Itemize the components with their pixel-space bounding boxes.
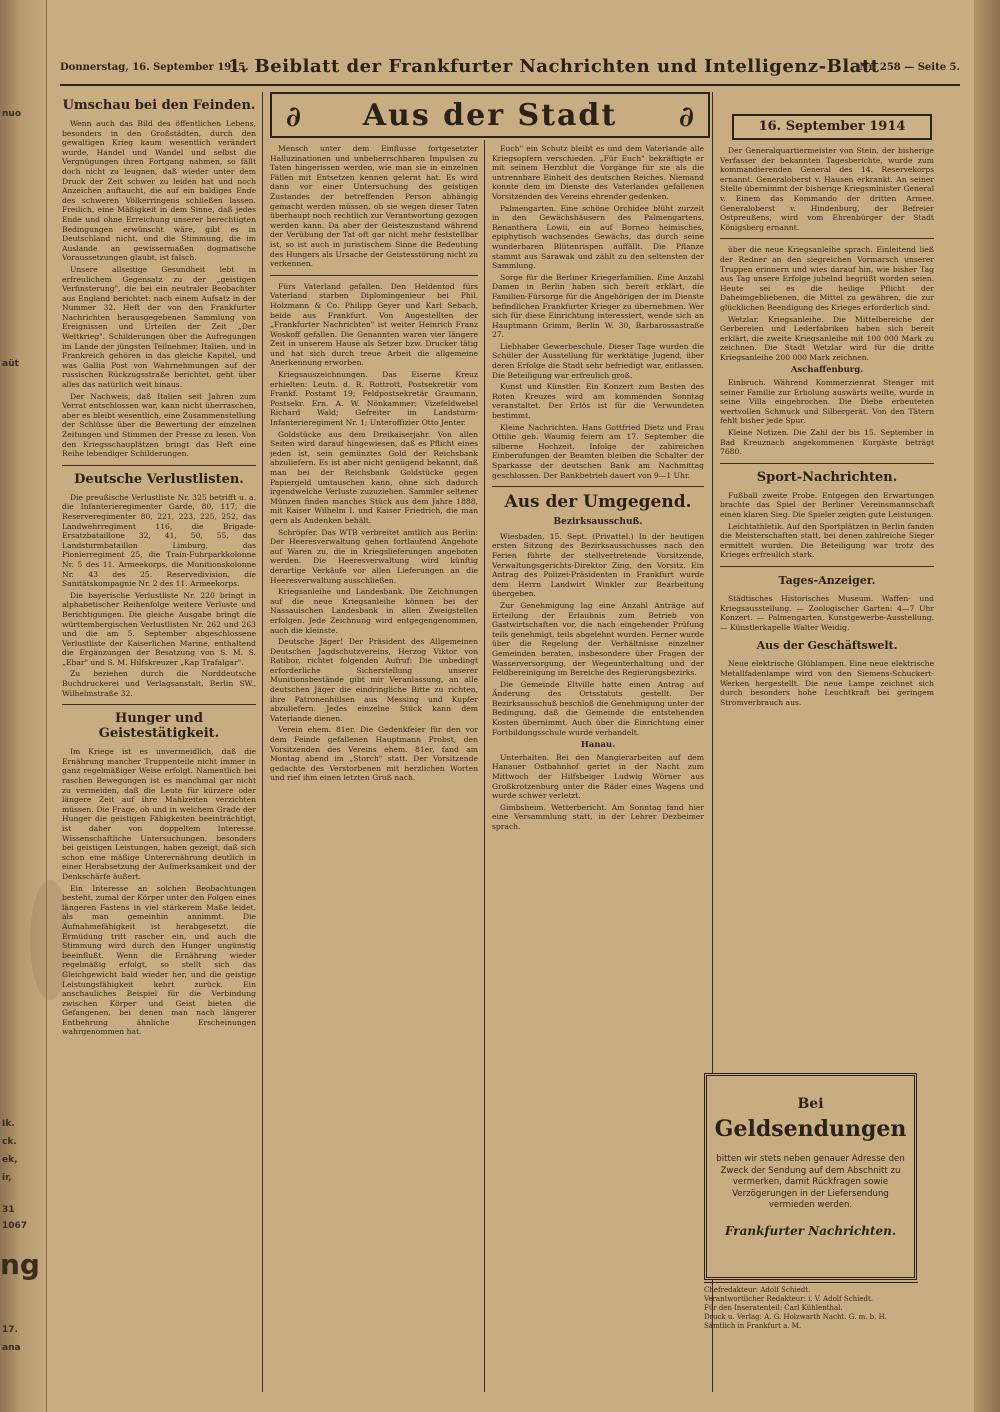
binding-fragment: nuo — [2, 109, 21, 119]
article-paragraph: Neue elektrische Glühlampen. Eine neue elektrische Metallfadenlampe wird von den Siemens-Schuckert-Werken hergestellt. Die neue Lampe zeichnet sich durch besonders hohe Leuchtkraft bei geringem Stromverbrauch aus. — [720, 659, 934, 707]
ad-line-intro: Bei — [797, 1096, 824, 1112]
article-paragraph: Die Gemeinde Eltville hatte einen Antrag auf Änderung des Ortsstatuts gestellt. Der Bezirksausschuß beschloß die Genehmigung unter der Bedingung, daß die Gemeinde die entstehenden Kosten übernimmt. Auch über die Einrichtung einer Fortbildungsschule wurde verhandelt. — [492, 679, 704, 737]
page-edge — [974, 0, 1000, 1412]
article-paragraph: Fußball zweite Probe. Entgegen den Erwartungen brachte das Spiel der Berliner Vereinsmannschaft einen klaren Sieg. Die Spieler zeigten gute Leistungen. — [720, 490, 934, 519]
article-title: Aus der Umgegend. — [504, 492, 692, 513]
article-paragraph: Kleine Notizen. Die Zahl der bis 15. September in Bad Kreuznach angekommenen Kurgäste beträgt 7680. — [720, 428, 934, 457]
article-paragraph: Kriegsauszeichnungen. Das Eiserne Kreuz erhielten: Leutn. d. R. Rottrott, Postsekretär vom Frankf. Postamt 19; Feldpostsekretär Graumann, Postsekr. Ern. A. W. Nönkammer; Vizefeldwebel Richard Wald; Gefreiter im Landsturm-Infanterieregiment Nr. 1; Unteroffizier Otto Jenter. — [270, 370, 478, 428]
article-divider — [62, 465, 256, 466]
article-paragraph: Kleine Nachrichten. Hans Gottfried Dietz und Frau Ottilie geb. Waumig feiern am 17. September die silberne Hochzeit. Infolge der zahlreichen Einberufungen der Beamten bleiben die Schalter der Sparkasse der deutschen Bank am Nachmittag geschlossen. Der Bankbetrieb dauert von 9—1 Uhr. — [492, 422, 704, 480]
article-paragraph: Euch" ein Schutz bleibt es und dem Vaterlande alle Kriegsopfern verschieden. „Für Euch" bekräftigte er mit seinem Herzblut die Vorgänge für sie als die untrennbare Einheit des deutschen Reiches. Niemand konnte dem im Dienste des Vaterlandes gefallenen Vorsitzenden des Vereins ehrender gedenken. — [492, 144, 704, 201]
article-paragraph: Im Kriege ist es unvermeidlich, daß die Ernährung mancher Truppenteile nicht immer in ganz regelmäßiger Weise erfolgt. Namentlich bei raschen Bewegungen ist es manchmal gar nicht zu vermeiden, daß die Leute für kürzere oder längere Zeit auf ihre Mahlzeiten verzichten müssen. Die Frage, ob und in welchem Grade der Hunger die geistigen Fähigkeiten beeinträchtigt, ist daher von doppeltem Interesse. Wissenschaftliche Untersuchungen, besonders bei geistigen Leistungen, haben gezeigt, daß sich schon eine mäßige Unterernährung deutlich in einer Herabsetzung der Aufmerksamkeit und der Denkschärfe äußert. — [62, 747, 256, 881]
article-paragraph: Goldstücke aus dem Dreikaiserjahr. Von allen Seiten wird darauf hingewiesen, daß es Pflicht eines jeden ist, sein gemünztes Gold der Reichsbank abzuliefern. Es ist aber nicht genügend bekannt, daß man bei der Reichsbank Goldstücke gegen Papiergeld umtauschen kann, ohne sich dadurch irgendwelche Verluste zuzuziehen. Sammler seltener Münzen finden manches Stück aus dem Jahre 1888, mit Kaiser Wilhelm I. und Kaiser Friedrich, die man gern als Andenken behält. — [270, 429, 478, 525]
binding-fragment: Ik. — [2, 1119, 15, 1129]
article-title: Aus der Geschäftswelt. — [756, 639, 898, 653]
article-divider — [492, 486, 704, 487]
column-1 — [62, 92, 256, 1392]
column-4 — [720, 146, 934, 1068]
advertisement-box — [704, 1073, 917, 1280]
article-paragraph: Unterhalten. Bei den Mangierarbeiten auf dem Hanauer Ostbahnhof geriet in der Nacht zum Mittwoch der Hilfsbeiger Ludwig Wörner aus Großkrotzenburg unter die Räder eines Wagens und wurde schwer verletzt. — [492, 752, 704, 801]
binding-fragment: 31 — [2, 1205, 15, 1215]
binding-fragment: 1067 — [2, 1221, 28, 1231]
binding-fragment: ek, — [2, 1155, 18, 1165]
article-paragraph: Einbruch. Während Kommerzienrat Stenger mit seiner Familie zur Erholung auswärts weilte, wurde in seine Villa eingebrochen. Die Diebe erbeuteten wertvollen Schmuck und Silbergerät. Von den Tätern fehlt bisher jede Spur. — [720, 378, 934, 426]
article-divider — [720, 463, 934, 464]
article-paragraph: Zu beziehen durch die Norddeutsche Buchdruckerei und Verlagsanstalt, Berlin SW., Wilhelmstraße 32. — [62, 669, 256, 698]
imprint-line: Sämtlich in Frankfurt a. M. — [704, 1322, 802, 1330]
article-paragraph: Kriegsanleihe und Landesbank. Die Zeichnungen auf die neue Kriegsanleihe können bei der Nassauischen Landesbank in allen Zweigstellen erfolgen. Jede Zeichnung wird entgegengenommen, auch die kleinste. — [270, 587, 478, 635]
article-paragraph: Der Generalquartiermeister von Stein, der bisherige Verfasser der bekannten Tagesberichte, wurde zum kommandierenden General des 14. Reservekorps ernannt. Generaloberst v. Hausen erkrankt. An seiner Stelle übernimmt der bisherige Kriegsminister General v. Einem das Kommando der dritten Armee. Generaloberst v. Hindenburg, der Befreier Ostpreußens, wird vom Ehrenbürger der Stadt Königsberg ernannt. — [720, 146, 934, 232]
ornament-icon: ∂ — [286, 100, 301, 133]
article-paragraph: Sorge für die Berliner Kriegerfamilien. Eine Anzahl Damen in Berlin haben sich bereit erklärt, die Familien-Fürsorge für die Angehörigen der im Dienste befindlichen Frankfurter Krieger zu übernehmen. Wer sich für diese Einrichtung interessiert, wende sich an Hauptmann Grimm, Berlin W. 30, Barbarossastraße 27. — [492, 272, 704, 340]
article-paragraph: Wetzlar. Kriegsanleihe. Die Mittelbereiche der Gerbereien und Lederfabriken haben sich bereit erklärt, die zweite Kriegsanleihe mit 100 000 Mark zu zeichnen. Die Stadt Wetzlar wird für die dritte Kriegsanleihe 200 000 Mark zeichnen. — [720, 314, 934, 362]
binding-fragment: ir, — [2, 1173, 12, 1183]
column-divider — [262, 92, 263, 1392]
article-paragraph: Verein ehem. 81er. Die Gedenkfeier für den vor dem Feinde gefallenen Hauptmann Probst, den Vorsitzenden des Vereins ehem. 81er, fand am Montag abend im „Storch" statt. Der Vorsitzende gedachte des Verstorbenen mit herzlichen Worten und rief ihm einen letzten Gruß nach. — [270, 725, 478, 783]
section-masthead — [270, 92, 710, 138]
ad-headline: Geldsendungen — [714, 1116, 907, 1142]
article-paragraph: Wiesbaden, 15. Sept. (Privattel.) In der heutigen ersten Sitzung des Bezirksausschusses nach den Ferien führte der stellvertretende Vorsitzende, Verwaltungsgerichts-Direktor Zing, den Vorsitz. Ein Antrag des Polizei-Präsidenten in Frankfurt wurde dem Herrn Landwirt Winkler zur Bearbeitung übergeben. — [492, 531, 704, 599]
article-paragraph: Städtisches Historisches Museum. Waffen- und Kriegsausstellung. — Zoologischer Garten: 4—7 Uhr Konzert. — Palmengarten, Kunstgewerbe-Ausstellung. — Künstlerkapelle Walter Weidig. — [720, 593, 934, 632]
article-paragraph: Der Nachweis, daß Italien seit Jahren zum Verrat entschlossen war, kann nicht überraschen, aber es bleibt wesentlich, eine Zusammenstellung der Schlüsse über die Bewertung der einzelnen Zeitungen und Stimmen der Presse zu lesen. Von den Kriegsschauplätzen bringt das Heft eine Reihe lebendiger Schilderungen. — [62, 391, 256, 459]
ad-signature: Frankfurter Nachrichten. — [724, 1223, 897, 1238]
article-divider — [720, 566, 934, 567]
article-title: Umschau bei den Feinden. — [62, 98, 256, 113]
article-paragraph: Kunst und Künstler. Ein Konzert zum Besten des Roten Kreuzes wird am kommenden Sonntag veranstaltet. Der Erlös ist für die Verwundeten bestimmt. — [492, 382, 704, 421]
ad-body: bitten wir stets neben genauer Adresse den Zweck der Sendung auf dem Abschnitt zu vermerken, damit Rückfragen sowie Verzögerungen in der Liefersendung vermieden werden. — [716, 1154, 905, 1211]
section-title: Aus der Stadt — [362, 98, 618, 133]
article-paragraph: Unsere allseitige Gesundheit lebt in erfreulichem Gegensatz zu der „geistigen Verfinsterung", die bei ein neutraler Beobachter aus England berichtet: nach einem Aufsatz in der Nummer 32. Heft der von den Frankfurter Nachrichten herausgegebenen Sammlung von Ereignissen und Urteilen der Zeit „Der Weltkrieg". Schilderungen über die Aufregungen im Lande der jüngsten Teilnehmer, Italien, und in Frankreich gehören in das gleiche Kapitel, und was Gallia Post von Wahrnehmungen auf der russischen Rückzugsstraße berichtet, geht über alles das natürlich weit hinaus. — [62, 264, 256, 390]
article-title: Tages-Anzeiger. — [778, 573, 876, 587]
article-divider — [270, 275, 478, 276]
article-paragraph: Palmengarten. Eine schöne Orchidee blüht zurzeit in den Gewächshäusern des Palmengartens, Renanthera Lowii, ein auf Borneo heimisches, epiphytisch wachsendes Gewächs, das durch seine wunderbaren Blütenrispen auffällt. Die Pflanze stammt aus Sarawak und zählt zu den seltensten der Sammlung. — [492, 203, 704, 271]
imprint-line: Verantwortlicher Redakteur: i. V. Adolf Schiedt. — [704, 1295, 873, 1303]
article-paragraph: Gimbsheim. Wetterbericht. Am Sonntag fand hier eine Versammlung statt, in der Lehrer Dezbeimer sprach. — [492, 802, 704, 831]
column-2 — [270, 144, 478, 1394]
article-divider — [720, 238, 934, 239]
article-paragraph: Wenn auch das Bild des öffentlichen Lebens, besonders in den Großstädten, durch den gewaltigen Krieg kaum wesentlich verändert wurde, Handel und Wandel und selbst die Vergnügungen ihren Fortgang nahmen, so fällt doch nicht zu leugnen, daß wieder unter dem Druck der Zeit schwer zu leiden hat und noch Anzeichen auftaucht, die auf ein baldiges Ende des schweren Völkerringens schließen lassen. Freilich, eine Mäßigkeit in dem Sinne, daß jedes Ende und ohne Erreichung unserer berechtigten Bedingungen erwünscht wäre, gibt es in Deutschland nicht, und die Stimmung, die im Auslande an gewissermaßen dogmatische Voraussetzungen glaubt, ist falsch. — [62, 119, 256, 263]
column-3 — [492, 144, 704, 1394]
header-date: Donnerstag, 16. September 1915. — [60, 62, 249, 73]
article-paragraph: Leichtathletik. Auf den Sportplätzen in Berlin fanden die Meisterschaften statt, bei denen zahlreiche Sieger ermittelt wurden. Die Beteiligung war trotz des Krieges erfreulich stark. — [720, 521, 934, 560]
header-title: 1. Beiblatt der Frankfurter Nachrichten und Intelligenz-Blatt — [228, 56, 880, 77]
page-header — [60, 56, 960, 86]
article-paragraph: Die bayerische Verlustliste Nr. 220 bringt in alphabetischer Reihenfolge weitere Verluste und Berichtigungen. Die gleiche Ausgabe bringt die württembergischen Verlustlisten Nr. 262 und 263 und die am 5. September abgeschlossene Verlustliste der Kaiserlichen Marine, enthaltend die Ergänzungen der Besatzung von S. M. S. „Ebar" und S. M. Hilfskreuzer „Kap Trafalgar". — [62, 590, 256, 667]
article-title: Sport-Nachrichten. — [756, 469, 898, 485]
date-banner: 16. September 1914 — [732, 114, 932, 140]
article-paragraph: Liebhaber Gewerbeschule. Dieser Tage wurden die Schüler der Ausstellung für werktätige Jugend, über deren Erfolge die Stadt sehr befriedigt war, entlassen. Die Beteiligung war erfreulich groß. — [492, 341, 704, 380]
imprint-line: Chefredakteur: Adolf Schiedt. — [704, 1286, 811, 1294]
column-divider — [484, 140, 485, 1392]
article-paragraph: Deutsche Jäger! Der Präsident des Allgemeinen Deutschen Jagdschutzvereins, Herzog Viktor von Ratibor, richtet folgenden Aufruf: Die unbedingt erforderliche Sicherstellung unserer Munitionsbestände gibt mir Veranlassung, an alle deutschen Jäger die eindringliche Bitte zu richten, ihre Patronenhülsen aus Messing und Kupfer abzuliefern. Jedes einzelne Stück kann dem Vaterlande dienen. — [270, 637, 478, 723]
article-paragraph: über die neue Kriegsanleihe sprach. Einleitend ließ der Redner an den siegreichen Vormarsch unserer Truppen erinnern und wies darauf hin, wie bisher Tag aus Tag unsere Erfolge jubelnd begrüßt worden seien. Heute sei es die heilige Pflicht der Daheimgebliebenen, die Mittel zu gewähren, die zur glücklichen Beendigung des Krieges erforderlich sind. — [720, 245, 934, 312]
page-binding — [0, 0, 47, 1412]
binding-fragment: 17. — [2, 1325, 18, 1335]
header-page-number: Nr. 258 — Seite 5. — [859, 62, 960, 73]
article-subtitle: Bezirksausschuß. — [553, 517, 643, 528]
binding-fragment: aüt — [2, 359, 19, 369]
article-paragraph: Schröpfer. Das WTB verbreitet amtlich aus Berlin: Der Heeresverwaltung gehen fortlaufend Angebote auf Waren zu, die in Kriegslieferungen angeboten werden. Die Heeresverwaltung wird künftig derartige Verkäufe vor allen Lieferungen an die Heeresverwaltung ausschließen. — [270, 527, 478, 585]
article-paragraph: Zur Genehmigung lag eine Anzahl Anträge auf Erteilung der Erlaubnis zum Betrieb von Gastwirtschaften vor, die nach eingehender Prüfung teils genehmigt, teils abgelehnt wurden. Ferner wurde über die Regelung der Verhältnisse einzelner Gemeinden beraten, insbesondere über Fragen der Wasserversorgung, der Wegeunterhaltung und der Feldbereinigung im Bereiche des Regierungsbezirks. — [492, 600, 704, 678]
article-divider — [62, 704, 256, 705]
binding-fragment: ana — [2, 1343, 21, 1353]
article-paragraph: Ein Interesse an solchen Beobachtungen besteht, zumal der Körper unter den Folgen eines längeren Fastens in viel stärkerem Maße leidet, als man gemeinhin annimmt. Die Aufnahmefähigkeit ist herabgesetzt, die Ermüdung tritt rascher ein, und auch die Stimmung wird durch den Hunger ungünstig beeinflußt. Wenn die Ernährung wieder regelmäßig erfolgt, so stellt sich das Gleichgewicht bald wieder her, und die geistige Leistungsfähigkeit kehrt zurück. Ein anschauliches Beispiel für die Verbindung zwischen Körper und Geist bieten die Gefangenen, bei denen man nach längerer Entbehrung ähnliche Erscheinungen wahrgenommen hat. — [62, 883, 256, 1037]
ornament-icon: ∂ — [679, 100, 694, 133]
article-paragraph: Fürs Vaterland gefallen. Den Heldentod fürs Vaterland starben Diplomingenieur bei Phil. Holzmann & Co. Philipp Geyer und Karl Sebach, beide aus Frankfurt. Von Angestellten der „Frankfurter Nachrichten" ist weiter Heinrich Franz Woskoff gefallen. Die Genannten waren vier längere Zeit in unserem Hause als Setzer bzw. Drucker tätig und hat sich durch treue Arbeit die allgemeine Anerkennung erworben. — [270, 281, 478, 368]
imprint-line: Für den Inseratenteil: Carl Kühlenthal. — [704, 1304, 843, 1312]
article-paragraph: Mensch unter dem Einflusse fortgesetzter Halluzinationen und unbeherrschbaren Impulsen zu Taten hingerissen werden, wie man sie in einzelnen Fällen mit Entsetzen kennen gelernt hat. Es wird dann vor einer Untersuchung des geistigen Zustandes der betreffenden Person abhängig gemacht werden müssen, ob sie wegen dieser Taten überhaupt noch rechtlich zur Verantwortung gezogen werden kann. Da aber der Geisteszustand während der Verübung der Tat oft gar nicht mehr feststellbar ist, so ist auch in juristischem Sinne die Bedeutung des Hungers als Ursache der Geistesstörung nicht zu verkennen. — [270, 144, 478, 269]
article-title: Hunger und Geistestätigkeit. — [98, 711, 220, 742]
article-paragraph: Die preußische Verlustliste Nr. 325 betrifft u. a. die Infanterieregimenter Garde, 80, 117, die Reserveregimenter 80, 221, 223, 225, 252, das Landwehrregiment 116, die Brigade-Ersatzbataillone 32, 41, 50, 55, das Landsturmbataillon Limburg, das Pionierregiment 25, die Train-Fuhrparkkolonne Nr. 5 des 11. Armeekorps, die Munitionskolonne Nr. 43 des 25. Reservedivision, die Sanitätskompagnie Nr. 2 des 11. Armeekorps. — [62, 492, 256, 589]
article-title: Deutsche Verlustlisten. — [74, 471, 244, 487]
article-subhead: Hanau. — [580, 740, 616, 751]
imprint-line: Druck u. Verlag: A. G. Holzwarth Nacht. G. m. b. H. — [704, 1313, 887, 1321]
imprint — [704, 1282, 918, 1331]
binding-fragment: ck. — [2, 1137, 17, 1147]
binding-fragment: ng — [0, 1248, 40, 1281]
article-subhead: Aschaffenburg. — [790, 365, 864, 376]
